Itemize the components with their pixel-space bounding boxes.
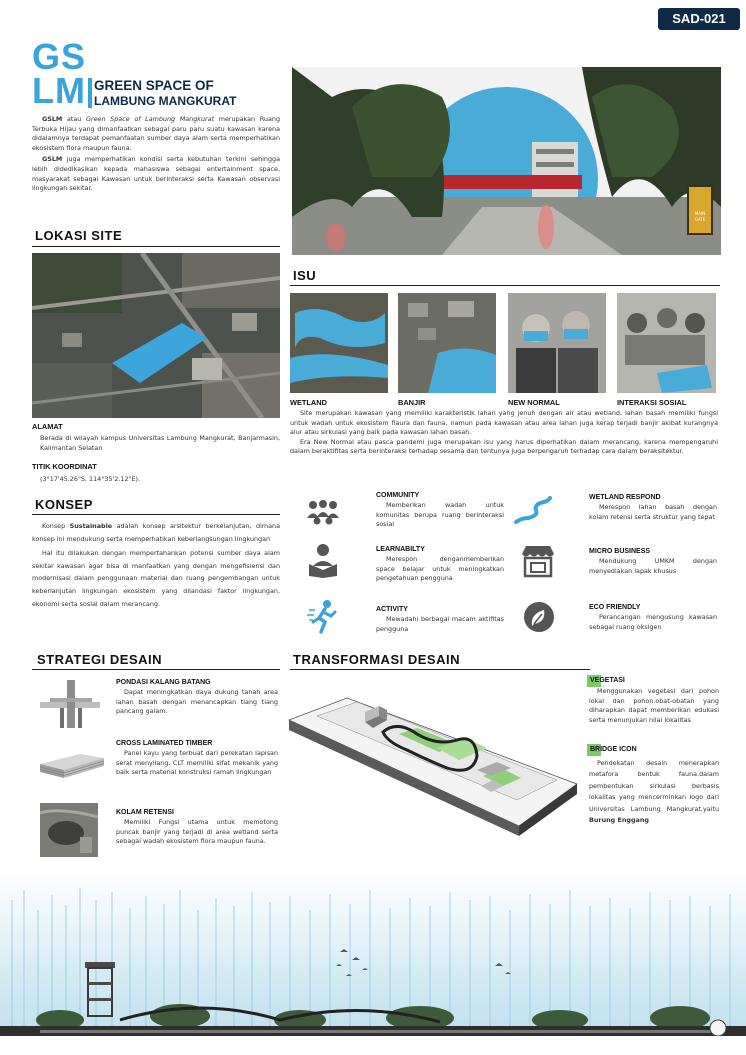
kolam-illustration (40, 803, 98, 857)
eco-icon (522, 600, 556, 634)
sheet-code: SAD-021 (672, 11, 726, 26)
konsep-learnability-title: LEARNABILTY (376, 546, 425, 553)
lokasi-heading-first: L (35, 228, 44, 243)
konsep-item-activity (305, 598, 505, 642)
hero-illustration (292, 67, 721, 255)
isu-text (290, 409, 718, 457)
konsep-activity-title: ACTIVITY (376, 606, 408, 613)
bridge-title: BRIDGE ICON (590, 746, 637, 753)
strategi-clt-text: Panel kayu yang terbuat dari perekatan lapisan serat menyilang. CLT memiliki sifat mekanik yang baik serta material konstruksi ramah lingkungan (116, 749, 278, 777)
konsep-community-title: COMMUNITY (376, 492, 420, 499)
intro-p1-a: atau (62, 115, 87, 123)
konsep-item-micro-business (512, 542, 722, 586)
brand-bar (88, 78, 92, 108)
isu-label-interaksi: INTERAKSI SOSIAL (617, 398, 687, 407)
isu-photo-interaksi (617, 293, 716, 393)
strategi-heading-first: ST (37, 652, 55, 667)
intro-gslm-2: GSLM (42, 155, 63, 164)
gate-label-2: GATE (694, 217, 706, 222)
isu-label-new-normal: NEW NORMAL (508, 398, 560, 407)
strategi-item-pondasi (40, 676, 280, 734)
isu-label-wetland: WETLAND (290, 398, 327, 407)
konsep-item-wetland (512, 490, 722, 534)
strategi-heading-rest: RATEGI DESAIN (54, 652, 163, 667)
bridge-text-b: Burung Enggang (589, 816, 649, 825)
isu-divider (290, 285, 720, 286)
brand-gs: GS (32, 36, 87, 77)
intro-title-italic: Green Space of Lambung Mangkurat (86, 115, 215, 123)
lokasi-divider (32, 246, 280, 247)
isu-heading-first: I (293, 268, 298, 283)
strategi-kolam-text: Memiliki Fungsi utama untuk memotong puncak banjir yang terjadi di area wetland serta sebagai wadah ekosistem flora maupun fauna. (116, 818, 278, 846)
strategi-pondasi-title: PONDASI KALANG BATANG (116, 679, 211, 686)
pondasi-illustration (40, 680, 100, 728)
elevation-illustration (0, 870, 746, 1055)
brand-line2: LAMBUNG MANGKURAT (94, 94, 237, 108)
intro-paragraph-1 (32, 115, 280, 153)
lokasi-heading (35, 228, 122, 243)
clt-illustration (40, 744, 104, 780)
community-icon (305, 498, 341, 528)
activity-icon (305, 598, 341, 634)
konsep-item-learnability (305, 542, 505, 594)
transformasi-heading (293, 652, 460, 667)
strategi-kolam-title: KOLAM RETENSI (116, 809, 174, 816)
konsep-p1-a: Konsep (42, 522, 70, 530)
alamat-label: ALAMAT (32, 422, 63, 431)
gate-label-1: MAIN (694, 211, 706, 216)
konsep-micro-business-title: MICRO BUSINESS (589, 548, 651, 555)
axonometric-site-plan (287, 676, 587, 861)
transformasi-heading-first: T (293, 652, 302, 667)
konsep-eco-friendly-text: Perancangan mengusung kawasan sebagai ruang oksigen (589, 613, 717, 631)
vegetasi-title: VEGETASI (590, 677, 625, 684)
konsep-micro-business-text: Mendukung UMKM dengan menyediakan lapak khusus (589, 557, 717, 575)
konsep-community-text: Memberikan wadah untuk komunitas berupa ruang berinteraksi sosial (376, 501, 504, 529)
brand-lm: LM (32, 70, 86, 111)
strategi-item-kolam (40, 803, 280, 863)
site-satellite-map (32, 253, 280, 418)
banjir-photo (398, 293, 496, 393)
kolam-photo (40, 803, 98, 857)
konsep-text (32, 520, 280, 610)
sheet-code-badge (658, 8, 740, 30)
vegetasi-text: Menggunakan vegetasi dari pohon lokal dan pohon.obat-obatan yang diharapkan dapat memberikan edukasi serta menunjukan nilai lokalitas (589, 687, 719, 724)
intro-gslm-1: GSLM (42, 115, 63, 123)
isu-heading-rest: SU (297, 268, 317, 283)
konsep-paragraph-1 (32, 520, 280, 545)
titik-label: TITIK KOORDINAT (32, 462, 97, 471)
shop-icon (520, 544, 556, 578)
lokasi-heading-rest: OKASI SITE (43, 228, 123, 243)
brand-line1: GREEN SPACE OF (94, 78, 214, 93)
isu-photo-wetland (290, 293, 388, 393)
wetland-photo (290, 293, 388, 393)
konsep-item-community (305, 490, 505, 534)
konsep-learnability-text: Merespon denganmemberikan space belajar untuk meningkatkan pengetahuan pengguna (376, 555, 504, 583)
strategi-item-clt (40, 736, 280, 798)
konsep-heading-rest: ONSEP (44, 497, 93, 512)
isu-heading (293, 268, 316, 283)
intro-p2-c: juga memperhatikan kondisi serta kebutuhan terkini sehingga lebih didedikasikan kepada mahasiswa sebagai entertainment space, masyarakat sebagai Kawasan untuk berinteraksi serta Kawasan observasi lingkungan sekitar. (32, 155, 280, 193)
bridge-text-a: Pendekatan desain menerapkan metafora bentuk fauna.dalam pembentukan sirkulasi berbasis lokalitas yang mencerminkan logo dari Universitas Lambung Mangkurat,yaitu (589, 759, 719, 813)
titik-text: (3°17'45.26"S, 114°35'2.12"E). (40, 475, 141, 483)
interaksi-photo (617, 293, 716, 393)
strategi-pondasi-text: Dapat meningkatkan daya dukung tanah area lahan basah dengan menancapkan tiang tiang pancang galam. (116, 688, 278, 716)
konsep-heading (35, 497, 93, 512)
strategi-heading (37, 652, 162, 667)
konsep-wetland-text: Merespon lahan basah dengan kolam retensi serta struktur yang tepat (589, 503, 717, 521)
intro-text (32, 115, 280, 194)
isu-photo-new-normal (508, 293, 606, 393)
konsep-heading-first: K (35, 497, 45, 512)
intro-p1-c: merupakan Ruang Terbuka Hijau yang dimanfaatkan sebagai paru paru suatu kawasan karena didalamnya terdapat pemanfaatan sumber daya alam serta memperhatikan ekosistem flora maupun fauna. (32, 115, 281, 152)
konsep-paragraph-2: Hal itu dilakukan dengan mempertahankan potensi sumber daya alam sekitar kawasan agar bisa di manfaatkan yang dengan mengefisiensi dan modernisasi dalam penggunaan material dan ruang pengembangan untuk keberlanjutan lingkungan ekosistem yang dilandasi faktor lingkungan, ekonomi serta sosial dalam merancang. (32, 549, 280, 608)
isu-label-banjir: BANJIR (398, 398, 426, 407)
konsep-activity-text: Mewadahi berbagai macam aktifitas pengguna (376, 615, 504, 633)
transformasi-heading-rest: RANSFORMASI DESAIN (301, 652, 460, 667)
alamat-text: Berada di wilayah kampus Universitas Lambung Mangkurat, Banjarmasin, Kalimantan Selatan (40, 434, 280, 452)
satellite-illustration (32, 253, 280, 418)
isu-photo-banjir (398, 293, 496, 393)
bridge-text (589, 758, 719, 826)
brand-logo (32, 36, 282, 112)
konsep-sustainable: Sustainable (69, 522, 113, 530)
konsep-divider (32, 514, 280, 515)
transformasi-axonometric (287, 676, 587, 861)
konsep-p1-c: adalah konsep arsitektur berkelanjutan, dimana konsep ini mendukung serta memperhatikan keberlangsungan lingkungan (32, 522, 280, 543)
intro-paragraph-2 (32, 155, 280, 193)
konsep-eco-friendly-title: ECO FRIENDLY (589, 604, 641, 611)
new-normal-photo (508, 293, 606, 393)
learnability-icon (305, 542, 341, 578)
wetland-icon (512, 496, 552, 526)
strategi-clt-title: CROSS LAMINATED TIMBER (116, 740, 213, 747)
konsep-wetland-title: WETLAND RESPOND (589, 494, 661, 501)
transformasi-divider (290, 669, 590, 670)
hero-render (292, 67, 721, 255)
konsep-item-eco-friendly (512, 598, 722, 642)
isu-paragraph-2: Era New Normal atau pasca pandemi juga merupakan isu yang harus diperhatikan dalam merancang, karena mempengaruhi dalam beraktifitas serta berinteraksi terhadap sesama dan tentunya juga berpengaruh terhadap cara dalam beraksitektur. (290, 437, 718, 456)
isu-paragraph-1: Site merupakan kawasan yang memiliki karakteristik lahan yang jenuh dengan air atau wetland, lahan basah memiliki fungsi untuk wadah untuk ekosistem flaura dan fauna, namun pada kawasan atau area lahan juga kerap terjadi banjir akibat kurangnya alur atau sirkulasi yang baik pada kawasan lahan basah. (290, 409, 718, 437)
strategi-divider (32, 669, 280, 670)
elevation-drawing (0, 870, 746, 1055)
